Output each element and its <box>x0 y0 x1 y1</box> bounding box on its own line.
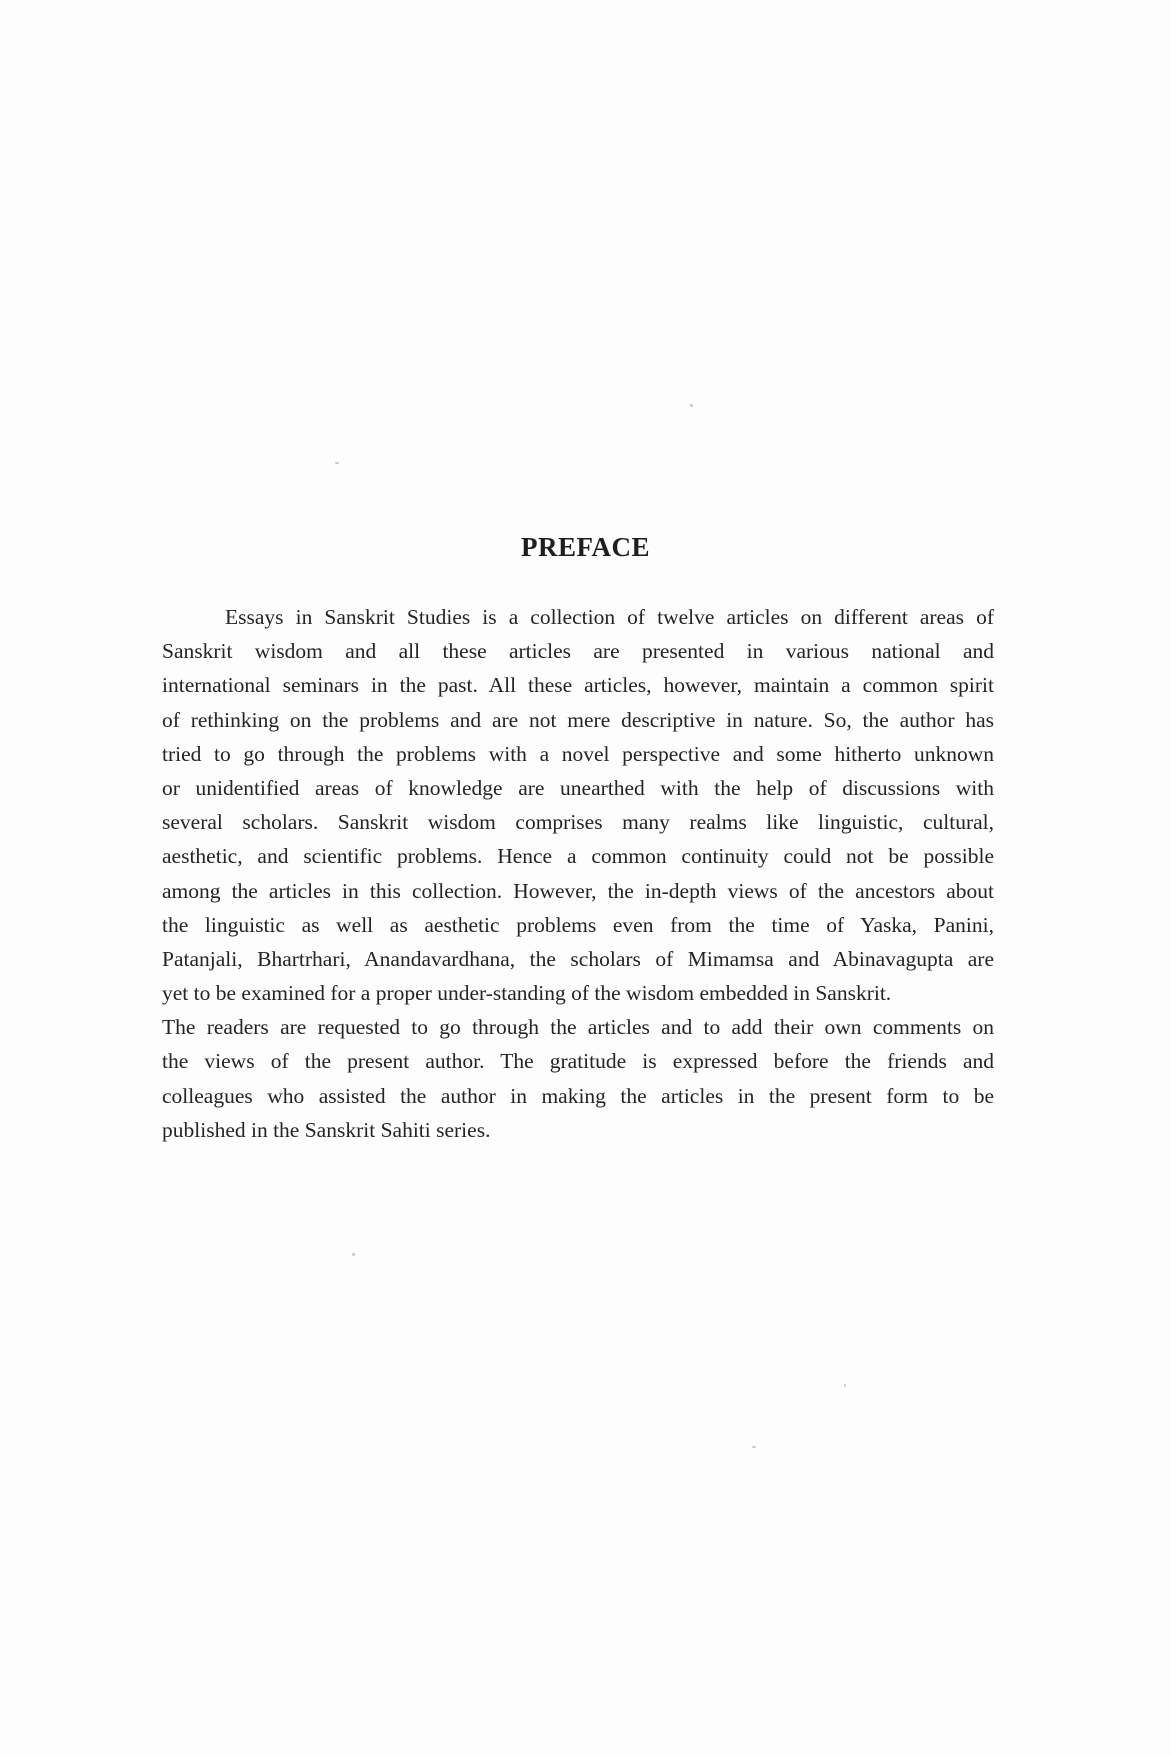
text-line: yet to be examined for a proper under-standing of the wisdom embedded in Sanskrit. <box>162 981 892 1006</box>
scan-speck <box>352 1253 355 1256</box>
text-line: among the articles in this collection. However, the in-depth views of the ancestors about <box>162 878 994 903</box>
text-line: several scholars. Sanskrit wisdom comprises many realms like linguistic, cultural, <box>162 810 994 835</box>
text-line: Essays in Sanskrit Studies is a collection of twelve articles on different areas of <box>225 605 994 629</box>
preface-paragraph <box>162 600 994 1147</box>
page-title: PREFACE <box>521 532 650 562</box>
text-line: the linguistic as well as aesthetic problems even from the time of Yaska, Panini, <box>162 912 994 937</box>
text-line: colleagues who assisted the author in making the articles in the present form to be <box>162 1083 994 1108</box>
text-line: aesthetic, and scientific problems. Hence a common continuity could not be possible <box>162 844 994 869</box>
text-line: or unidentified areas of knowledge are unearthed with the help of discussions with <box>162 775 994 800</box>
scan-speck <box>690 404 693 407</box>
text-line: published in the Sanskrit Sahiti series. <box>162 1117 491 1142</box>
text-line: The readers are requested to go through the articles and to add their own comments on <box>162 1015 994 1040</box>
scan-speck <box>844 1384 846 1387</box>
text-line: of rethinking on the problems and are not mere descriptive in nature. So, the author has <box>162 707 994 732</box>
text-line: Sanskrit wisdom and all these articles are presented in various national and <box>162 639 994 664</box>
scan-speck <box>335 462 339 464</box>
text-line: international seminars in the past. All these articles, however, maintain a common spirit <box>162 673 994 698</box>
scan-speck <box>752 1446 756 1448</box>
text-line: the views of the present author. The gratitude is expressed before the friends and <box>162 1049 994 1074</box>
text-line: tried to go through the problems with a novel perspective and some hitherto unknown <box>162 741 994 766</box>
text-line: Patanjali, Bhartrhari, Anandavardhana, the scholars of Mimamsa and Abinavagupta are <box>162 946 994 971</box>
